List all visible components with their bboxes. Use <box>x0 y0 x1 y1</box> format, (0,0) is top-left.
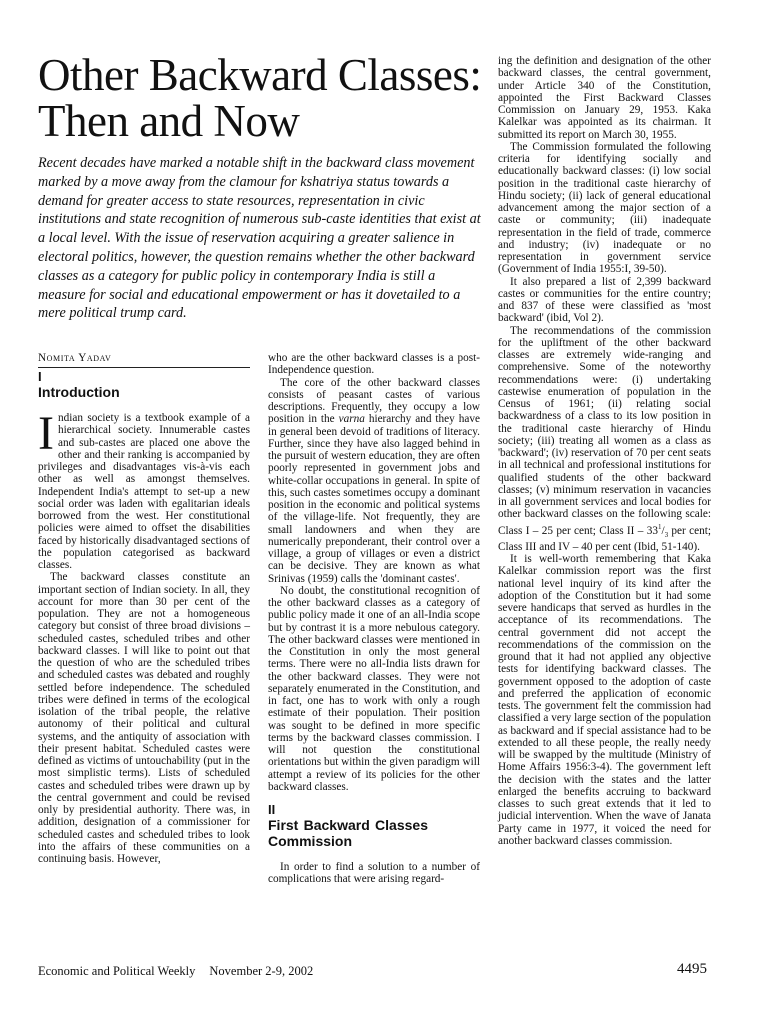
drop-cap: I <box>38 407 54 460</box>
article-title-line-2: Then and Now <box>38 96 300 146</box>
col3-paragraph-3: It also prepared a list of 2,399 backward castes or communities for the entire country; and 837 of these were classified as 'most backward' (ibid, Vol 2). <box>498 275 711 325</box>
col3-paragraph-5: It is well-worth remembering that Kaka Kalelkar commission report was the first national level inquiry of its kind after the adoption of the Constitution but it had some severe handicaps that served as hurdles in the acceptance of its recommendations. The central government did not accept the recommendations of the commission on the ground that it had not applied any objective tests for identifying backward classes. The government opposed to the adoption of caste and preferred the application of economic tests. The government felt the commission had classified a very large section of the population as backward and if special assistance had to be extended to all these people, the really needy will be swapped by the multitude (Ministry of Home Affairs 1956:3-4). The government left the decision with the states and the latter enlarged the benefits accruing to backward classes to such great extends that it led to judicial intervention. When the wave of Janata Party came in 1977, it voiced the need for another backward classes commission. <box>498 553 711 847</box>
section-2-number: II <box>268 802 276 817</box>
article-title-line-1: Other Backward Classes: <box>38 50 482 100</box>
article-title <box>38 52 488 144</box>
article-abstract: Recent decades have marked a notable shift in the backward class movement marked by a move away from the clamour for kshatriya status towards a demand for greater access to state resources, representation in civic institutions and state recognition of numerous sub-caste identities that exist at a local level. With the issue of reservation acquiring a greater salience in electoral politics, however, the question remains whether the other backward classes as a category for public policy in contemporary India is still a measure for social and educational empowerment or has it dovetailed to a mere political trump card. <box>38 155 481 322</box>
footer-journal-info <box>38 964 313 979</box>
col2-paragraph-3: No doubt, the constitutional recognition of the other backward classes as a category of public policy made it one of an all-India scope but by contrast it is a more nebulous category. The other backward classes were mentioned in the Constitution in only the most general terms. There were no all-India lists drawn for the other backward classes. They were not separately enumerated in the Constitution, and in fact, one has to work with only a rough estimate of their population. Their position was sought to be defined in more specific terms by the backward classes commission. I will not question the constitutional orientations but within the given paradigm will attempt a review of its policies for the other backward classes. <box>268 584 480 793</box>
section-1-heading: Introduction <box>38 384 120 400</box>
text-column-1 <box>38 370 250 865</box>
text-column-3 <box>498 55 711 847</box>
col2-paragraph-2 <box>268 377 480 585</box>
fraction-numerator: 1 <box>657 522 662 531</box>
col3-paragraph-4-text-b: per cent; Class III and IV – 40 per cent (Ibid, 51-140). <box>498 524 711 553</box>
footer-journal-name: Economic and Political Weekly <box>38 964 196 978</box>
fraction-denominator: 3 <box>664 530 669 539</box>
intro-paragraph-1-text: ndian society is a textbook example of a hierarchical society. Innumerable castes and sub-castes are placed one above the other and their ranking is accompanied by privileges and disadvantages vis-à-vis each other as well as amongst themselves. Independent India's attempt to set-up a new social order was laden with egalitarian ideals borrowed from the west. Her constitutional policies were aimed to offset the disabilities faced by historically disadvantaged sections of the population categorised as backward classes. <box>38 412 250 571</box>
intro-paragraph-2: The backward classes constitute an important section of Indian society. In all, they account for more than 30 per cent of the population. They are not a homogeneous category but consist of three broad divisions – scheduled castes, scheduled tribes and other backward classes. I will like to point out that the question of who are the scheduled tribes and scheduled castes was debated and roughly settled before independence. The scheduled tribes were defined in terms of the ecological isolation of the tribal people, the relative autonomy of their political and cultural systems, and the antiquity of association with their present habitat. Scheduled castes were defined as victims of untouchability (put in the most simplistic terms). Lists of scheduled castes and scheduled tribes were drawn up by the central government and could be revised only by presidential authority. There was, in addition, designation of a commissioner for scheduled castes and scheduled tribes to look into the affairs of these communities on a continuing basis. However, <box>38 571 250 865</box>
footer-page-number: 4495 <box>677 961 707 977</box>
col2-paragraph-2-text-b: hierarchy and they have in general been devoid of traditions of literacy. Further, since they have also lagged behind in the pursuit of western education, they are often poorly represented in government jobs and white-collar occupations in general. In spite of this, such castes sometimes occupy a dominant position in the economic and political systems of the village-life. Not frequently, they are small landowners and when they are numerically preponderant, their control over a village, a group of villages or even a district can be decisive. They are known as what Srinivas (1959) calls the 'dominant castes'. <box>268 413 480 585</box>
col2-paragraph-4: In order to find a solution to a number of complications that were arising regard- <box>268 861 480 886</box>
footer-issue-date: November 2-9, 2002 <box>209 964 314 978</box>
col3-paragraph-2: The Commission formulated the following criteria for identifying socially and educationally backward classes: (i) low social position in the traditional caste hierarchy of Hindu society; (ii) lack of general educational advancement among the major section of a caste or community; (iii) inadequate representation in the field of trade, commerce and industry; (iv) inadequate or no representation in government service (Government of India 1955:I, 39-50). <box>498 140 711 276</box>
intro-paragraph-1 <box>38 407 250 571</box>
section-1-number: I <box>38 369 42 384</box>
text-column-2 <box>268 352 480 886</box>
col2-paragraph-2-text-a: The core of the other backward classes consists of peasant castes of various descriptions. Frequently, they occupy a low position in the <box>268 376 480 426</box>
section-2-heading: First Backward Classes Commission <box>268 817 428 849</box>
col3-paragraph-4: The recommendations of the commission for the upliftment of the other backward classes are extremely wide-ranging and comprehensive. Some of the noteworthy recommendations were: (i) undertaking castewise enumeration of population in the Census of 1961; (ii) relating social backwardness of a class to its low position in the traditional caste hierarchy of Hindu society; (iii) treating all women as a class as 'backward'; (iv) reservation of 70 per cent seats in all technical and professional institutions for qualified students of the other backward classes; (v) minimum reservation in vacancies in all government services and local bodies for other backward classes on the following scale: Class I – 25 per cent; Class II – $33^1/_3$ per cent; Class III and IV – 40 per cent (Ibid, 51-140). <box>498 324 711 553</box>
varna-term: varna <box>338 413 365 426</box>
author-byline: Nomita Yadav <box>38 352 250 368</box>
col2-paragraph-1: who are the other backward classes is a post-Independence question. <box>268 352 480 377</box>
col3-paragraph-4-text-a: The recommendations of the commission for the upliftment of the other backward classes are extremely wide-ranging and comprehensive. Some of the noteworthy recommendations were: (i) undertaking castewise enumeration of population in the Census of 1961; (ii) relating social backwardness of a class to its low position in the traditional caste hierarchy of Hindu society; (iii) treating all women as a class as 'backward'; (iv) reservation of 70 per cent seats in all technical and professional institutions for qualified students of the other backward classes; (v) minimum reservation in vacancies in all government services and local bodies for other backward classes on the following scale: Class I – 25 per cent; Class II – 33 <box>498 324 711 537</box>
col3-paragraph-1: ing the definition and designation of the other backward classes, the central government, under Article 340 of the Constitution, appointed the First Backward Classes Commission on January 29, 1953. Kaka Kalelkar was appointed as its chairman. It submitted its report on March 30, 1955. <box>498 55 711 141</box>
